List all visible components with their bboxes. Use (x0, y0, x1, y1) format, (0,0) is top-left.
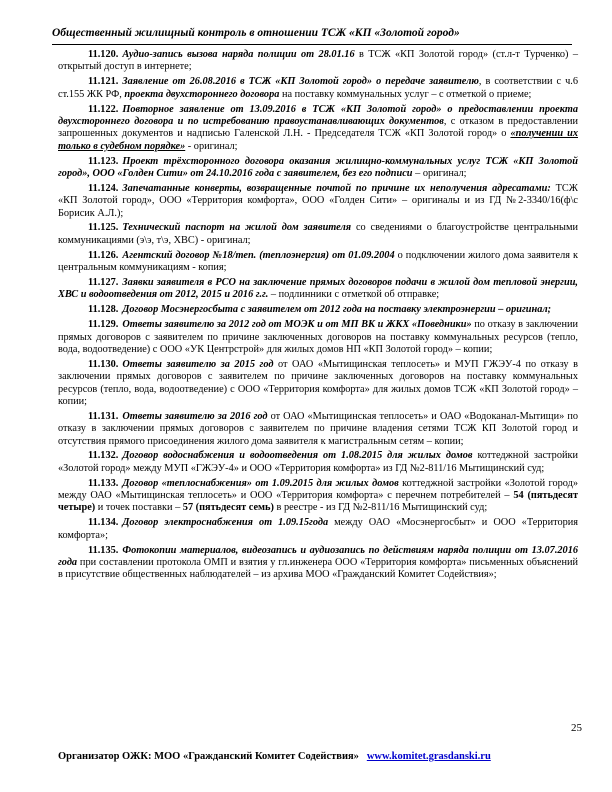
list-item (58, 411, 578, 448)
item-text: 57 (пятьдесят семь) (182, 502, 274, 514)
item-text: в ТСЖ «КП Золотой город» (ст.л-т Турченко) – открытый доступ в интернете; (58, 49, 578, 73)
item-text: Ответы заявителю за 2015 год (122, 358, 274, 370)
item-text: Проект трёхсторонного договора оказания жилищно-коммунальных услуг ТСЖ «КП Золотой город», ООО «Голден Сити» от 24.10.2016 года с заявителем, без его подписи (58, 155, 578, 179)
footer-organizer: Организатор ОЖК: МОО «Гражданский Комитет Содействия» (58, 751, 359, 762)
item-text: от ОАО «Мытищинская теплосеть» и ОАО «Водоканал-Мытищи» по отказу в заключении прямых договоров с заявителем по причине владения сетями ТСЖ КП Золотой город и отсутствия прямого присоединения жилого дома заявителя к магистральным сетям – копии; (58, 410, 578, 447)
page-number: 25 (571, 722, 582, 734)
item-text: от ОАО «Мытищинская теплосеть» и МУП ГЖЭУ-4 по отказу в заключении прямых договоров с заявителем по причине заключенных договоров на поставку коммунальных ресурсов (тепло, вода, водоотведение) с ООО «Территория комфорта» для жилых домов ТСЖ «КП Золотой город» – копии; (58, 358, 578, 407)
item-number: 11.121. (88, 76, 119, 88)
item-number: 11.133. (88, 477, 119, 489)
page-header: Общественный жилищный контроль в отношении ТСЖ «КП «Золотой город» (52, 27, 460, 39)
item-number: 11.132. (88, 450, 119, 462)
item-text: Договор водоснабжения и водоотведения от 1.08.2015 для жилых домов (122, 450, 473, 462)
item-number: 11.120. (88, 49, 119, 60)
list-item (58, 450, 578, 475)
list-item (58, 183, 578, 220)
item-text: со сведениями о благоустройстве центральными коммуникациями (э\э, т\э, ХВС) - оригинал; (58, 222, 578, 246)
item-text: – подлинники с отметкой об отправке; (268, 289, 440, 301)
item-text: – оригинал; (412, 167, 467, 179)
item-text: между ОАО «Мосэнергосбыт» и ООО «Территория комфорта»; (58, 517, 578, 541)
item-text: «получении их только в судебном порядке» (58, 128, 578, 152)
item-text: , с отказом в предоставлении запрошенных документов и надписью Галенской Л.Н. - Председателя ТСЖ «КП Золотой город» о (58, 115, 578, 140)
list-item (58, 478, 578, 515)
item-number: 11.123. (88, 155, 119, 167)
item-text: Заявление от 26.08.2016 в ТСЖ «КП Золотой город» о передаче заявителю (122, 76, 479, 88)
item-number: 11.125. (88, 222, 119, 234)
list-item (58, 104, 578, 153)
item-text: Ответы заявителю за 2016 год (122, 410, 268, 422)
header-divider (52, 44, 572, 45)
item-text: Агентский договор №18/теп. (теплоэнергия) от 01.09.2004 (122, 249, 395, 261)
item-text: Заявки заявителя в РСО на заключение прямых договоров подачи в жилой дом тепловой энергии, ХВС и водоотведения от 2012, 2015 и 2016 г.г. (58, 277, 578, 301)
item-text: , в соответствии с ч.6 ст.155 ЖК РФ, (58, 76, 578, 100)
item-text: Аудио-запись вызова наряда полиции от 28.01.16 (122, 49, 355, 60)
item-number: 11.135. (88, 544, 119, 556)
item-text: 54 (пятьдесят четыре) (58, 490, 578, 514)
document-body (58, 49, 578, 584)
item-text: на поставку коммунальных услуг – с отметкой о приеме; (279, 88, 532, 100)
item-number: 11.130. (88, 358, 119, 370)
item-number: 11.129. (88, 319, 119, 331)
item-number: 11.127. (88, 277, 119, 288)
item-text: ТСЖ «КП Золотой город», ООО «Территория комфорта», ООО «Голден Сити» – оригиналы и из ГД №2-3340/16(ф\с Борисик А.Л.); (58, 182, 578, 219)
item-text: Договор «теплоснабжения» от 1.09.2015 для жилых домов (122, 477, 399, 489)
item-text: и точек поставки – (95, 502, 183, 514)
item-text: коттеджной застройки «Золотой город» между МУП «ГЖЭУ-4» и ООО «Территория комфорта» из ГД №2-811/16 Мытищинский суд; (58, 450, 578, 474)
list-item (58, 222, 578, 247)
item-text: Запечатанные конверты, возвращенные почтой по причине их неполучения адресатами: (122, 182, 551, 194)
item-text: проекта двухстороннего договора (124, 88, 280, 100)
page-footer (58, 751, 578, 762)
item-number: 11.128. (88, 304, 119, 316)
item-text: о подключении жилого дома заявителя к центральным коммуникациям - копия; (58, 249, 578, 274)
item-text: при составлении протокола ОМП и взятия у гл.инженера ООО «Территория комфорта» письменных объяснений в присутствие общественных наблюдателей – из архива МОО «Гражданский Комитет Содействия»; (58, 556, 578, 581)
list-item (58, 545, 578, 582)
list-item (58, 156, 578, 181)
item-text: Договор электроснабжения от 1.09.15года (122, 517, 329, 529)
item-text: Ответы заявителю за 2012 год от МОЭК и от МП ВК и ЖКХ «Поведники» (122, 319, 472, 331)
item-text: Фотокопии материалов, видеозапись и аудиозапись по действиям наряда полиции от 13.07.2016 года (58, 544, 578, 568)
list-item (58, 49, 578, 74)
item-number: 11.134. (88, 517, 119, 529)
item-text: по отказу в заключении прямых договоров с заявителем по причине заключенных договоров на поставку коммунальных ресурсов (тепло, вода, водоотведение) с ООО «УК Центрстрой» для жилых домов НП «КП Золотой город» – копии; (58, 319, 579, 355)
list-item (58, 359, 578, 408)
item-text: Повторное заявление от 13.09.2016 в ТСЖ «КП Золотой город» о предоставлении проекта двухстороннего договора и по истребованию правоустанавливающих документов (58, 103, 578, 127)
item-text: в реестре - из ГД №2-811/16 Мытищинский суд; (273, 502, 488, 514)
item-number: 11.131. (88, 410, 119, 422)
item-number: 11.124. (88, 182, 119, 194)
footer-website-link[interactable]: www.komitet.grasdanski.ru (366, 751, 491, 762)
list-item (58, 250, 578, 275)
list-item (58, 277, 578, 302)
item-text: Технический паспорт на жилой дом заявителя (122, 222, 352, 234)
item-number: 11.122. (88, 103, 119, 115)
list-item (58, 517, 578, 542)
item-text: Договор Мосэнергосбыта с заявителем от 2012 года на поставку электроэнергии – оригинал; (122, 304, 552, 316)
list-item (58, 319, 578, 356)
item-number: 11.126. (88, 249, 119, 261)
list-item (58, 304, 578, 316)
list-item (58, 76, 578, 101)
item-text: - оригинал; (185, 140, 238, 152)
item-text: коттеджной застройки «Золотой город» между ОАО «Мытищинская теплосеть» и ООО «Территория комфорта» с перечнем потребителей – (58, 477, 578, 502)
